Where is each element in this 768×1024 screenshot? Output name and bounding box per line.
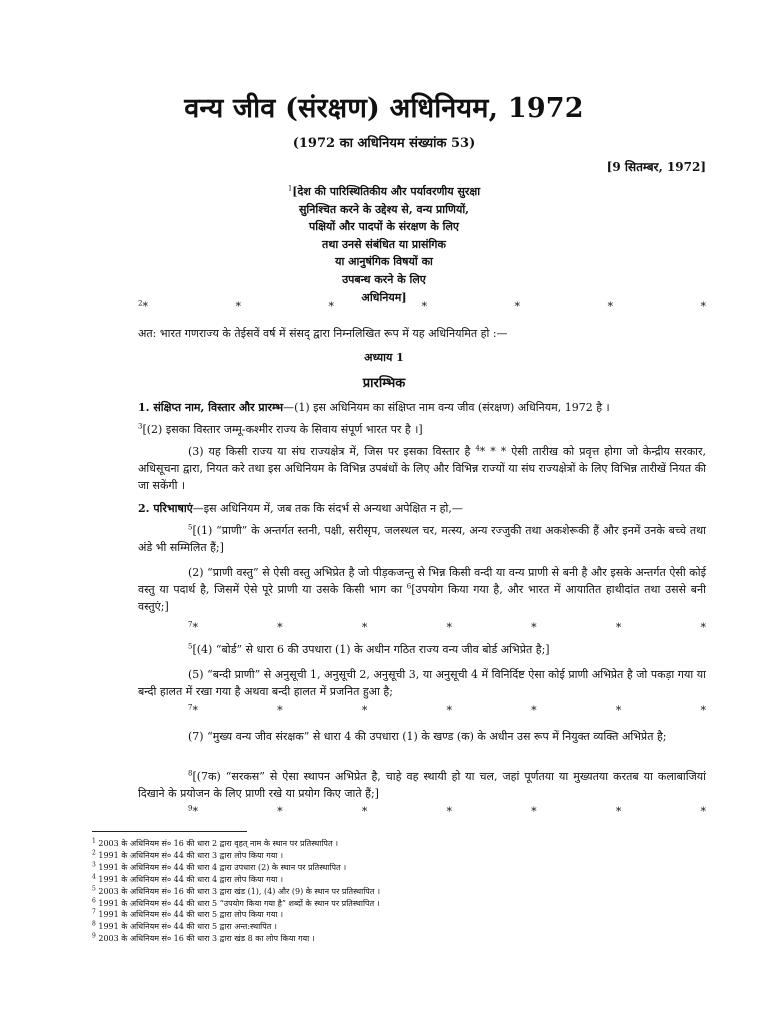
footnote: $^6$ 1991 के अधिनियम सं० 44 की धारा 5 “उपयोग किया गया है” शब्दों के स्थान पर प्रतिस्थापित । — [92, 896, 380, 908]
footnote-marker: 4 — [475, 444, 480, 453]
footnotes — [92, 838, 380, 945]
omission-stars — [138, 300, 706, 313]
long-title-line: तथा उनसे संबंधित या प्रासंगिक — [322, 237, 446, 251]
footnote-marker: 6 — [406, 582, 412, 591]
footnote-marker: 1 — [287, 184, 293, 193]
footnote: $^9$ 2003 के अधिनियम सं० 16 की धारा 3 द्वारा खंड 8 का लोप किया गया । — [92, 932, 315, 944]
star: * — [531, 621, 537, 634]
footnote: $^3$ 1991 के अधिनियम सं० 44 की धारा 4 द्वारा उपधारा (2) के स्थान पर प्रतिस्थापित । — [92, 861, 347, 872]
long-title-line: $^1$[देश की पारिस्थितिकीय और पर्यावरणीय सुरक्षा — [287, 184, 481, 198]
star: * — [615, 704, 622, 717]
omission-stars — [188, 621, 706, 634]
star: * — [514, 300, 520, 313]
act-date: [9 सितम्बर, 1972] — [606, 160, 706, 174]
long-title — [0, 183, 768, 306]
star: $^2$* — [138, 299, 148, 313]
star: * — [446, 621, 452, 634]
enacting-clause: अत: भारत गणराज्य के तेईसवें वर्ष में संसद् द्वारा निम्नलिखित रूप में यह अधिनियमित हो :— — [138, 327, 508, 340]
section-heading: 1. संक्षिप्त नाम, विस्तार और प्रारम्भ — [138, 401, 284, 414]
star: * — [421, 300, 427, 313]
footnote: $^8$ 1991 के अधिनियम सं० 44 की धारा 5 द्वारा अन्त:स्थापित । — [92, 920, 277, 932]
star: * — [361, 704, 368, 717]
act-number: (1972 का अधिनियम संख्यांक 53) — [292, 136, 476, 151]
star: * — [277, 621, 283, 634]
star: * — [700, 621, 706, 634]
footnote-marker: 5 — [188, 523, 193, 532]
star: * — [328, 300, 334, 313]
section-1 — [138, 399, 706, 416]
star: * — [531, 805, 537, 818]
definition-1: $^5$[(1) “प्राणी” के अन्तर्गत स्तनी, पक्षी, सरीसृप, जलस्थल चर, मत्स्य, अन्य रज्जुकी तथा अकशेरूकी हैं और इनमें उनके बच्चे तथा अंडे भी सम्मिलित हैं;] — [138, 523, 706, 555]
star: * — [531, 704, 537, 717]
section-body: —इस अधिनियम में, जब तक कि संदर्भ से अन्यथा अपेक्षित न हो,— — [192, 502, 463, 515]
star: * — [361, 621, 368, 634]
footnote: $^1$ 2003 के अधिनियम सं० 16 की धारा 2 द्वारा वृहत् नाम के स्थान पर प्रतिस्थापित । — [92, 837, 339, 848]
section-2 — [138, 500, 706, 517]
long-title-line: या आनुषंगिक विषयों का — [335, 255, 433, 269]
section-body: —(1) इस अधिनियम का संक्षिप्त नाम वन्य जीव (संरक्षण) अधिनियम, 1972 है । — [283, 401, 610, 414]
definition-5: (5) “बन्दी प्राणी” से अनुसूची 1, अनुसूची 2, अनुसूची 3, या अनुसूची 4 में विनिर्दिष्ट ऐसा कोई प्राणी अभिप्रेत है जो पकड़ा गया या बन्दी हालत में रखा गया है अथवा बन्दी हालत में प्रजनित हुआ है; — [138, 668, 706, 699]
star: * — [235, 300, 241, 313]
section-1-3: (3) यह किसी राज्य या संघ राज्यक्षेत्र में, जिस पर इसका विस्तार है $^4$* * * ऐसी तारीख को प्रवृत्त होगा जो केन्द्रीय सरकार, अधिसूचना द्वारा, नियत करे तथा इस अधिनियम के विभिन्न उपबंधों के लिए और विभिन्न राज्यों या संघ राज्यक्षेत्रों के लिए विभिन्न तारीखें नियत की जा सकेंगी । — [138, 444, 707, 493]
star: $^7$* — [188, 620, 198, 634]
omission-stars — [188, 805, 706, 818]
star: * — [700, 704, 706, 717]
star: * — [615, 805, 622, 818]
footnote-marker: 5 — [188, 642, 193, 651]
footnote-divider — [92, 831, 247, 832]
star: $^9$* — [188, 804, 198, 818]
section-1-2: $^3$[(2) इसका विस्तार जम्मू-कश्मीर राज्य के सिवाय संपूर्ण भारत पर है ।] — [138, 422, 423, 436]
long-title-line: अधिनियम] — [361, 290, 407, 304]
star: * — [446, 805, 452, 818]
document-title: वन्य जीव (संरक्षण) अधिनियम, 1972 — [184, 93, 584, 124]
definition-7: (7) “मुख्य वन्य जीव संरक्षक” से धारा 4 की उपधारा (1) के खण्ड (क) के अधीन उस रूप में नियुक्त व्यक्ति अभिप्रेत है; — [188, 730, 667, 743]
star: * — [615, 621, 622, 634]
omission-stars — [188, 704, 706, 717]
footnote: $^2$ 1991 के अधिनियम सं० 44 की धारा 3 द्वारा लोप किया गया । — [92, 849, 284, 860]
star: * — [700, 300, 706, 313]
footnote-marker: 8 — [188, 769, 193, 778]
star: * — [277, 704, 283, 717]
chapter-number: अध्याय 1 — [364, 351, 404, 364]
section-heading: 2. परिभाषाएं — [138, 502, 193, 515]
star: $^7$* — [188, 703, 198, 717]
star: * — [607, 300, 613, 313]
footnote: $^4$ 1991 के अधिनियम सं० 44 की धारा 4 द्वारा लोप किया गया । — [92, 873, 284, 884]
definition-7a: $^8$[(7क) “सरकस” से ऐसा स्थापन अभिप्रेत है, चाहे वह स्थायी हो या चल, जहां पूर्णतया या मुख्यतया करतब या कलाबाजियां दिखाने के प्रयोजन के लिए प्राणी रखे या प्रयोग किए जाते हैं;] — [138, 769, 706, 801]
star: * — [361, 805, 368, 818]
definition-2: (2) “प्राणी वस्तु” से ऐसी वस्तु अभिप्रेत है जो पीड़कजन्तु से भिन्न किसी वन्दी या वन्य प्राणी से बनी है और इसके अन्तर्गत ऐसी कोई वस्तु या पदार्थ है, जिसमें ऐसे पूरे प्राणी या उसके किसी भाग का $^6$[उपयोग किया गया है, और भारत में आयातित हाथीदांत तथा उससे बनी वस्तुएं;] — [138, 566, 706, 614]
footnote: $^7$ 1991 के अधिनियम सं० 44 की धारा 5 द्वारा लोप किया गया । — [92, 908, 284, 920]
footnote-marker: 3 — [138, 422, 143, 431]
star: * — [700, 805, 706, 818]
long-title-line: सुनिश्चित करने के उद्देश्य से, वन्य प्राणियों, — [298, 202, 470, 216]
star: * — [446, 704, 452, 717]
long-title-line: पक्षियों और पादपों के संरक्षण के लिए — [308, 220, 460, 234]
definition-4: $^5$[(4) “बोर्ड” से धारा 6 की उपधारा (1) के अधीन गठित राज्य वन्य जीव बोर्ड अभिप्रेत है;] — [188, 642, 550, 656]
star: * — [277, 805, 283, 818]
long-title-line: उपबन्ध करने के लिए — [342, 272, 426, 286]
chapter-title: प्रारम्भिक — [362, 376, 406, 391]
footnote: $^5$ 2003 के अधिनियम सं० 16 की धारा 3 द्वारा खंड (1), (4) और (9) के स्थान पर प्रतिस्थापित । — [92, 884, 380, 896]
